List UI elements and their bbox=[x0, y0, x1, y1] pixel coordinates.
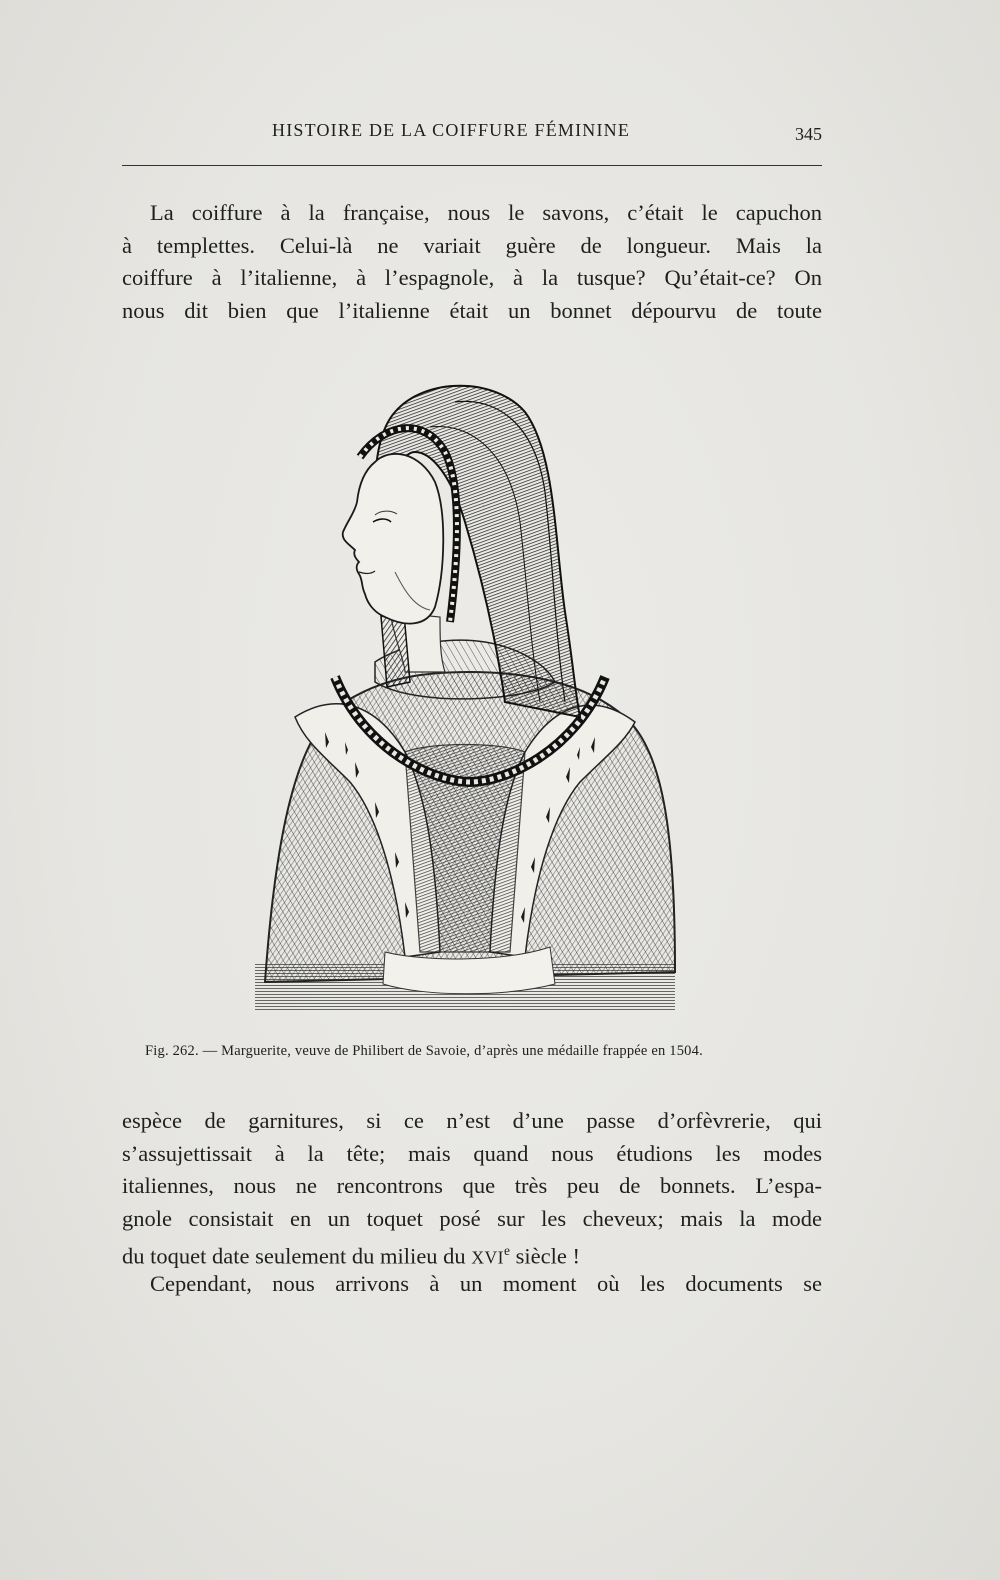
text-line: s’assujettissait à la tête; mais quand nous étudions les modes bbox=[122, 1140, 822, 1166]
running-title: HISTOIRE DE LA COIFFURE FÉMININE bbox=[272, 120, 631, 140]
text-line: gnole consistait en un toquet posé sur les cheveux; mais la mode bbox=[122, 1205, 822, 1231]
paragraph-bottom bbox=[122, 1105, 822, 1300]
text-line: La coiffure à la française, nous le savons, c’était le capuchon bbox=[150, 200, 822, 225]
running-head bbox=[122, 120, 822, 150]
text-line bbox=[122, 1235, 822, 1268]
paragraph-top bbox=[122, 197, 822, 327]
text-segment: siècle ! bbox=[509, 1243, 580, 1269]
text-line: Cependant, nous arrivons à un moment où les documents se bbox=[150, 1270, 822, 1296]
text-line: à templettes. Celui-là ne variait guère de longueur. Mais la bbox=[122, 232, 822, 258]
century-numeral: XVI bbox=[471, 1247, 504, 1268]
figure-caption: Fig. 262. — Marguerite, veuve de Philibert de Savoie, d’après une médaille frappée en 1504. bbox=[145, 1043, 703, 1059]
superscript: e bbox=[503, 1243, 510, 1258]
text-segment: du toquet date seulement du milieu du bbox=[122, 1243, 472, 1269]
portrait-engraving bbox=[255, 372, 685, 1022]
header-rule bbox=[122, 165, 822, 166]
text-line: nous dit bien que l’italienne était un bonnet dépourvu de toute bbox=[122, 297, 822, 323]
page-number: 345 bbox=[795, 124, 822, 144]
text-line: italiennes, nous ne rencontrons que très peu de bonnets. L’espa- bbox=[122, 1173, 822, 1198]
text-line: espèce de garnitures, si ce n’est d’une passe d’orfèvrerie, qui bbox=[122, 1108, 822, 1133]
text-line: coiffure à l’italienne, à l’espagnole, à la tusque? Qu’était-ce? On bbox=[122, 265, 822, 290]
